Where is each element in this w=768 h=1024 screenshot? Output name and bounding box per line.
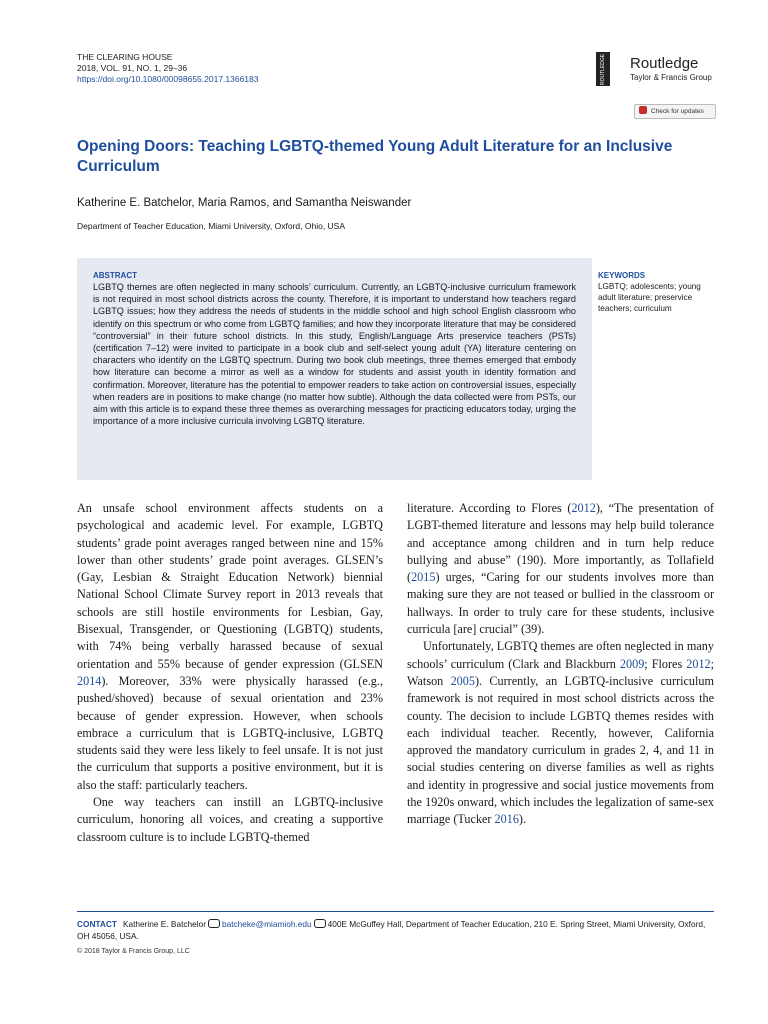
article-title: Opening Doors: Teaching LGBTQ-themed Young Adult Literature for an Inclusive Curriculum bbox=[77, 138, 673, 175]
body-text: ). Moreover, 33% were physically harassed (e.g., pushed/shoved) because of sexual orientation and 23% because of gender expression. However, when schools embrace a curriculum that is LGBTQ-inclusive, LGBTQ students said they were less likely to feel unsafe. It is not just the curriculum that supports a positive environment, but it is also the staff: particularly teachers. bbox=[77, 673, 383, 792]
publisher-logo bbox=[596, 52, 716, 92]
abstract-text: LGBTQ themes are often neglected in many schools’ curriculum. Currently, an LGBTQ-inclusive curriculum framework is not required in most school districts across the county. Therefore, it is important to understand how teachers regard LGBTQ issues; how they address the needs of students in the middle school and high school English classroom who identify on this spectrum or who come from LGBTQ families; and how they incorporate literature that may be considered “controversial” in their future school districts. In this study, English/Language Arts preservice teachers (PSTs) (certification 7–12) were invited to participate in a book club and self-select young adult (YA) literature centering on characters who identify on the LGBTQ spectrum. During two book club meetings, three themes emerged that embody how literature can become a mirror as well as a window for students and assist youth in identity formation and confirmation. Moreover, literature has the potential to empower readers to take action on controversial issues, especially when readers are in positions to make change (no matter how subtle). Although the data collected were from PSTs, our aim with this article is to expand these three themes as overarching messages for practicing educators today, urging the importance of a more inclusive curricula involving LGBTQ literature. bbox=[93, 282, 576, 427]
body-paragraph bbox=[407, 500, 714, 638]
citation-link[interactable]: 2012 bbox=[686, 656, 711, 671]
keywords-text: LGBTQ; adolescents; young adult literature; preservice teachers; curriculum bbox=[598, 282, 701, 314]
publisher-name: Routledge bbox=[630, 55, 699, 72]
article-authors: Katherine E. Batchelor, Maria Ramos, and Samantha Neiswander bbox=[77, 197, 412, 209]
contact-address: 400E McGuffey Hall, Department of Teacher Education, 210 E. Spring Street, Miami University, Oxford, OH 45056, USA. bbox=[77, 919, 706, 941]
volume-info: 2018, VOL. 91, NO. 1, 29–36 bbox=[77, 63, 188, 73]
check-updates-label: Check for updates bbox=[651, 108, 704, 115]
body-text: ) urges, “Caring for our students involves more than making sure they are not teased or bullied in the classroom or hallways. In order to truly care for these students, inclusive curricula [are] crucial” (39). bbox=[407, 570, 714, 637]
check-for-updates-button[interactable] bbox=[634, 104, 716, 119]
doi-link[interactable]: https://doi.org/10.1080/00098655.2017.1366183 bbox=[77, 74, 259, 84]
body-paragraph bbox=[407, 638, 714, 828]
body-text: ; Flores bbox=[644, 656, 687, 671]
body-paragraph: One way teachers can instill an LGBTQ-inclusive curriculum, honoring all voices, and creating a supportive classroom culture is to include LGBTQ-themed bbox=[77, 795, 383, 844]
body-text: Unfortunately, LGBTQ themes are often neglected in many schools’ curriculum (Clark and Blackburn bbox=[407, 639, 714, 671]
body-text: ). bbox=[518, 812, 527, 827]
contact-label: CONTACT bbox=[77, 919, 117, 929]
address-icon bbox=[314, 919, 326, 928]
body-text: ), “The presentation of LGBT-themed literature and lessons may help build tolerance and acceptance among children and in turn help reduce bullying and abuse” (190). More importantly, as Tollafield ( bbox=[407, 501, 714, 585]
citation-link[interactable]: 2012 bbox=[571, 501, 596, 515]
journal-name: THE CLEARING HOUSE bbox=[77, 52, 173, 62]
citation-link[interactable]: 2009 bbox=[619, 656, 645, 671]
contact-email-link[interactable]: batcheke@miamioh.edu bbox=[221, 919, 312, 929]
abstract-label: ABSTRACT bbox=[93, 271, 137, 280]
body-column-right bbox=[407, 500, 714, 829]
body-text: ). Currently, an LGBTQ-inclusive curriculum framework is not required in most school districts across the county. The decision to include LGBTQ themes resides with each individual teacher. Recently, however, California approved the mandatory curriculum in grades 2, 4, and 11 in social studies centering on diverse families as well as rights and identity in progressive and social justice movements from the 1920s onward, which includes the legalization of same-sex marriage (Tucker bbox=[407, 673, 714, 827]
author-affiliation: Department of Teacher Education, Miami University, Oxford, Ohio, USA bbox=[77, 221, 346, 231]
citation-link[interactable]: 2014 bbox=[77, 673, 102, 688]
publisher-sub: Taylor & Francis Group bbox=[630, 73, 712, 82]
email-icon bbox=[208, 919, 220, 928]
body-column-left bbox=[77, 500, 383, 846]
body-text: ; Watson bbox=[407, 656, 715, 688]
body-text: literature. According to Flores ( bbox=[407, 501, 572, 515]
citation-link[interactable]: 2015 bbox=[411, 570, 436, 585]
body-paragraph bbox=[77, 500, 383, 794]
footer-divider bbox=[77, 911, 714, 912]
journal-info bbox=[77, 52, 259, 85]
contact-info bbox=[77, 918, 717, 942]
citation-link[interactable]: 2016 bbox=[494, 812, 519, 827]
publisher-spine: ROUTLEDGE bbox=[596, 52, 610, 86]
copyright-notice: © 2018 Taylor & Francis Group, LLC bbox=[77, 948, 190, 955]
keywords-label: KEYWORDS bbox=[598, 271, 646, 280]
update-icon bbox=[639, 106, 647, 114]
citation-link[interactable]: 2005 bbox=[450, 673, 475, 688]
contact-name: Katherine E. Batchelor bbox=[122, 919, 206, 929]
body-text: An unsafe school environment affects students on a psychological and academic level. For example, LGBTQ students’ grade point averages ranged between nine and 15% lower than other students’ grade point averages. GLSEN’s (Gay, Lesbian & Straight Education Network) biennial National School Climate Survey report in 2013 reveals that schools are still hostile environments for Lesbian, Gay, Bisexual, Transgender, or Questioning (LGBTQ) students, with 74% being verbally harassed because of sexual orientation and 55% because of gender expression (GLSEN bbox=[77, 501, 383, 671]
